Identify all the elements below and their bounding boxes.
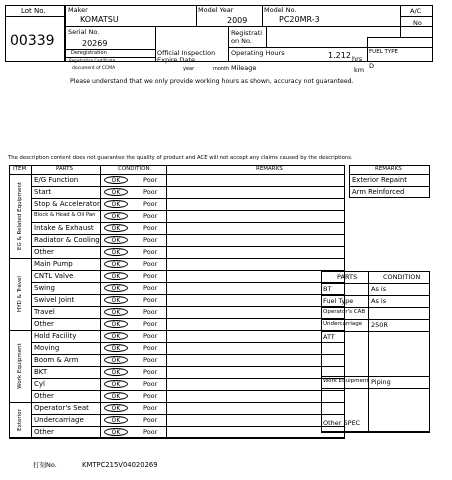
serial-value: 20269 [82, 39, 108, 48]
table-row [31, 270, 345, 282]
remarks-panel-header: REMARKS [375, 166, 402, 172]
right-part-condition: 250R [371, 321, 388, 329]
disclaimer-text: The description content does not guarantee the quality of product and ACE will not accept any claims caused by the descriptions. [8, 155, 353, 161]
part-name: Boom & Arm [34, 356, 79, 364]
condition-ok-option[interactable]: OK [104, 368, 128, 376]
condition-ok-option[interactable]: OK [104, 212, 128, 220]
condition-poor-option[interactable]: Poor [143, 200, 158, 208]
part-name: E/G Function [34, 176, 79, 184]
part-name: Radiator & Cooling [34, 236, 100, 244]
condition-ok-option[interactable]: OK [104, 416, 128, 424]
condition-poor-option[interactable]: Poor [143, 404, 158, 412]
month-label: month [213, 66, 230, 72]
condition-poor-option[interactable]: Poor [143, 212, 158, 220]
maker-label: Maker [68, 6, 88, 14]
condition-ok-option[interactable]: OK [104, 320, 128, 328]
ac-label: A/C [410, 7, 422, 15]
maker-value: KOMATSU [80, 15, 119, 24]
condition-poor-option[interactable]: Poor [143, 356, 158, 364]
part-name: Start [34, 188, 52, 196]
table-row [31, 426, 345, 438]
part-name: Intake & Exhaust [34, 224, 94, 232]
part-name: CNTL Valve [34, 272, 74, 280]
inspection-label-1: Official Inspection [157, 49, 216, 57]
table-row [31, 330, 345, 342]
condition-ok-option[interactable]: OK [104, 344, 128, 352]
table-row [31, 294, 345, 306]
mileage-unit: km [354, 66, 365, 74]
part-name: Main Pump [34, 260, 73, 268]
condition-ok-option[interactable]: OK [104, 260, 128, 268]
condition-poor-option[interactable]: Poor [143, 236, 158, 244]
part-name: Swivel Joint [34, 296, 75, 304]
condition-ok-option[interactable]: OK [104, 248, 128, 256]
condition-ok-option[interactable]: OK [104, 188, 128, 196]
right-condition-header: CONDITION [383, 273, 421, 281]
condition-poor-option[interactable]: Poor [143, 320, 158, 328]
inspection-label-2: Expire Date [157, 56, 196, 64]
remarks-header: REMARKS [256, 166, 283, 172]
condition-poor-option[interactable]: Poor [143, 296, 158, 304]
part-name: Operator's Seat [34, 404, 89, 412]
right-part-condition: As is [371, 285, 387, 293]
part-name: BKT [34, 368, 48, 376]
hours-unit: hrs [352, 55, 363, 63]
fuel-type-label: FUEL TYPE [369, 49, 398, 55]
group-label: Exterior [17, 409, 23, 431]
right-part-name: ATT [323, 333, 335, 341]
lot-label: Lot No. [21, 7, 46, 15]
part-name: Other [34, 392, 54, 400]
part-name: Cyl [34, 380, 45, 388]
footer-label: 打刻No. [33, 461, 57, 469]
table-row [31, 378, 345, 390]
registration-label-2: on No. [231, 37, 252, 45]
right-part-name: Work Equipment [323, 378, 369, 384]
table-row [31, 306, 345, 318]
condition-ok-option[interactable]: OK [104, 200, 128, 208]
hours-label: Operating Hours [231, 49, 285, 57]
condition-ok-option[interactable]: OK [104, 236, 128, 244]
lot-number: 00339 [10, 33, 55, 49]
group-label: HYD & Travel [17, 276, 23, 312]
serial-label: Serial No. [68, 28, 100, 36]
right-parts-header: PARTS [337, 273, 358, 281]
part-name: Moving [34, 344, 60, 352]
condition-poor-option[interactable]: Poor [143, 284, 158, 292]
part-name: Block & Head & Oil Pan [34, 212, 96, 218]
right-part-name: Undercarriage [323, 321, 363, 327]
hours-value: 1.212 [328, 51, 351, 60]
fuel-type-value: D [369, 62, 375, 70]
parts-header: PARTS [56, 166, 73, 172]
table-row [31, 318, 345, 330]
part-name: Hold Facility [34, 332, 77, 340]
table-row [31, 246, 345, 258]
part-name: Swing [34, 284, 55, 292]
condition-ok-option[interactable]: OK [104, 272, 128, 280]
model-year-label: Model Year [198, 6, 234, 14]
condition-ok-option[interactable]: OK [104, 356, 128, 364]
condition-poor-option[interactable]: Poor [143, 428, 158, 436]
condition-ok-option[interactable]: OK [104, 392, 128, 400]
serial-stamp-value: KMTPC215V04020269 [82, 461, 158, 469]
condition-poor-option[interactable]: Poor [143, 332, 158, 340]
condition-poor-option[interactable]: Poor [143, 248, 158, 256]
model-year-value: 2009 [227, 16, 248, 25]
table-row [31, 342, 345, 354]
right-part-name: BT [323, 285, 332, 293]
condition-poor-option[interactable]: Poor [143, 260, 158, 268]
table-row [31, 390, 345, 402]
condition-poor-option[interactable]: Poor [143, 308, 158, 316]
right-part-name: Other SPEC [323, 419, 361, 427]
condition-ok-option[interactable]: OK [104, 284, 128, 292]
table-row [31, 258, 345, 270]
table-row [31, 366, 345, 378]
group-label: Work Equipment [17, 343, 23, 389]
year-label: year [183, 66, 195, 72]
accuracy-notice: Please understand that we only provide working hours as shown, accuracy not guaranteed. [70, 78, 354, 85]
right-part-condition: As is [371, 297, 387, 305]
part-name: Other [34, 320, 54, 328]
condition-poor-option[interactable]: Poor [143, 224, 158, 232]
condition-ok-option[interactable]: OK [104, 308, 128, 316]
condition-poor-option[interactable]: Poor [143, 368, 158, 376]
part-name: Other [34, 248, 54, 256]
condition-ok-option[interactable]: OK [104, 404, 128, 412]
condition-poor-option[interactable]: Poor [143, 344, 158, 352]
model-no-label: Model No. [264, 6, 297, 14]
condition-ok-option[interactable]: OK [104, 428, 128, 436]
condition-header: CONDITION [118, 166, 150, 172]
table-row [31, 186, 345, 198]
group-label: EG & Related Equipment [17, 182, 23, 251]
part-name: Stop & Accelerator [34, 200, 100, 208]
condition-ok-option[interactable]: OK [104, 224, 128, 232]
condition-poor-option[interactable]: Poor [143, 416, 158, 424]
registration-label-1: Registrati [231, 29, 263, 37]
part-name: Travel [34, 308, 55, 316]
remark-item: Arm Reinforced [352, 188, 405, 196]
condition-ok-option[interactable]: OK [104, 296, 128, 304]
condition-poor-option[interactable]: Poor [143, 176, 158, 184]
condition-poor-option[interactable]: Poor [143, 272, 158, 280]
right-part-name: Fuel Type [323, 297, 354, 305]
condition-poor-option[interactable]: Poor [143, 380, 158, 388]
item-header: ITEM [13, 166, 27, 172]
mileage-label: Mileage [231, 64, 257, 72]
condition-ok-option[interactable]: OK [104, 380, 128, 388]
remark-item: Exterior Repaint [352, 176, 407, 184]
deregistration-label: Deregistration [71, 50, 107, 56]
reg-certificate-label: Registration Certificate [69, 58, 116, 63]
condition-poor-option[interactable]: Poor [143, 392, 158, 400]
right-part-condition: Piping [371, 378, 391, 386]
condition-poor-option[interactable]: Poor [143, 188, 158, 196]
table-row [31, 282, 345, 294]
condition-ok-option[interactable]: OK [104, 176, 128, 184]
right-part-name: Operator's CAB [323, 309, 366, 315]
ac-value: No [413, 19, 422, 27]
condition-ok-option[interactable]: OK [104, 332, 128, 340]
part-name: Undercarriage [34, 416, 84, 424]
model-no-value: PC20MR-3 [279, 15, 320, 24]
part-name: Other [34, 428, 54, 436]
ccma-label: document of CCMA [72, 66, 116, 71]
